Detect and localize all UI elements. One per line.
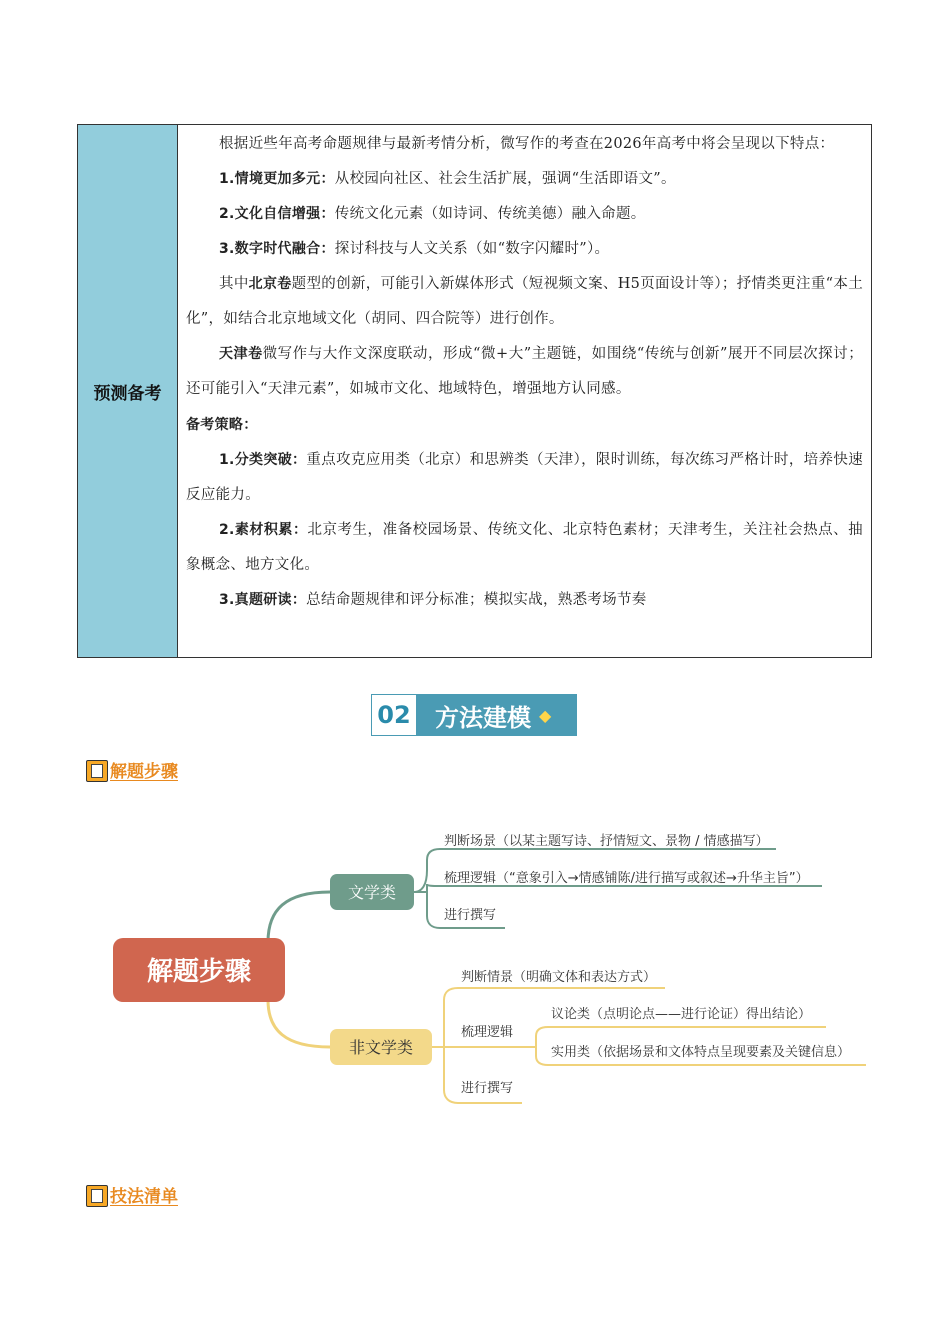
notebook-icon [86, 1185, 108, 1207]
branch-nonliterary-label: 非文学类 [348, 1038, 414, 1057]
leaf-literary-1: 判断场景（以某主题写诗、抒情短文、景物 / 情感描写） [444, 834, 769, 849]
banner-title: 方法建模 ◆ [417, 694, 577, 736]
paragraph-tianjin: 天津卷微写作与大作文深度联动，形成“微+大”主题链，如围绕“传统与创新”展开不同层次探讨；还可能引入“天津元素”，如城市文化、地域特色，增强地方认同感。 [186, 346, 863, 397]
strategy-1: 1.分类突破：重点攻克应用类（北京）和思辨类（天津），限时训练，每次练习严格计时，培养快速反应能力。 [186, 452, 863, 503]
connector-nonliterary [268, 1000, 330, 1047]
section-heading-techniques [86, 1182, 178, 1207]
notebook-icon [86, 760, 108, 782]
section-heading-steps [86, 757, 178, 782]
leaf-literary-3: 进行撰写 [444, 908, 497, 923]
table-label: 预测备考 [78, 125, 178, 657]
diamond-icon: ◆ [539, 705, 552, 725]
section-banner [371, 694, 577, 736]
strategy-2: 2.素材积累：北京考生，准备校园场景、传统文化、北京特色素材；天津考生，关注社会热点、抽象概念、地方文化。 [186, 522, 863, 573]
paragraph-point-2: 2.文化自信增强：传统文化元素（如诗词、传统美德）融入命题。 [219, 206, 646, 222]
section-title: 解题步骤 [110, 762, 178, 782]
leaf-nonliterary-sub2: 实用类（依据场景和文体特点呈现要素及关键信息） [551, 1045, 851, 1060]
leaf-literary-2: 梳理逻辑（“意象引入→情感铺陈/进行描写或叙述→升华主旨”） [444, 871, 809, 886]
strategy-heading: 备考策略： [186, 417, 258, 433]
prediction-table [77, 124, 872, 658]
mindmap [0, 800, 950, 1130]
paragraph-point-3: 3.数字时代融合：探讨科技与人文关系（如“数字闪耀时”）。 [219, 241, 610, 257]
leaf-nonliterary-1: 判断情景（明确文体和表达方式） [461, 970, 657, 985]
table-content [178, 125, 871, 657]
leaf-nonliterary-2: 梳理逻辑 [461, 1025, 514, 1040]
paragraph-intro: 根据近些年高考命题规律与最新考情分析，微写作的考查在2026年高考中将会呈现以下特点： [219, 136, 835, 152]
paragraph-point-1: 1.情境更加多元：从校园向社区、社会生活扩展，强调“生活即语文”。 [219, 171, 676, 187]
banner-number: 02 [371, 694, 417, 736]
connector-literary [268, 892, 330, 942]
section-title: 技法清单 [110, 1187, 178, 1207]
paragraph-beijing: 其中北京卷题型的创新，可能引入新媒体形式（短视频文案、H5页面设计等）；抒情类更注重“本土化”，如结合北京地域文化（胡同、四合院等）进行创作。 [186, 276, 863, 327]
mindmap-root-label: 解题步骤 [146, 957, 252, 987]
branch-literary-label: 文学类 [347, 883, 397, 902]
leaf-nonliterary-3: 进行撰写 [461, 1081, 514, 1096]
strategy-3: 3.真题研读：总结命题规律和评分标准；模拟实战，熟悉考场节奏 [219, 592, 647, 608]
leaf-nonliterary-sub1: 议论类（点明论点——进行论证）得出结论） [551, 1007, 812, 1022]
